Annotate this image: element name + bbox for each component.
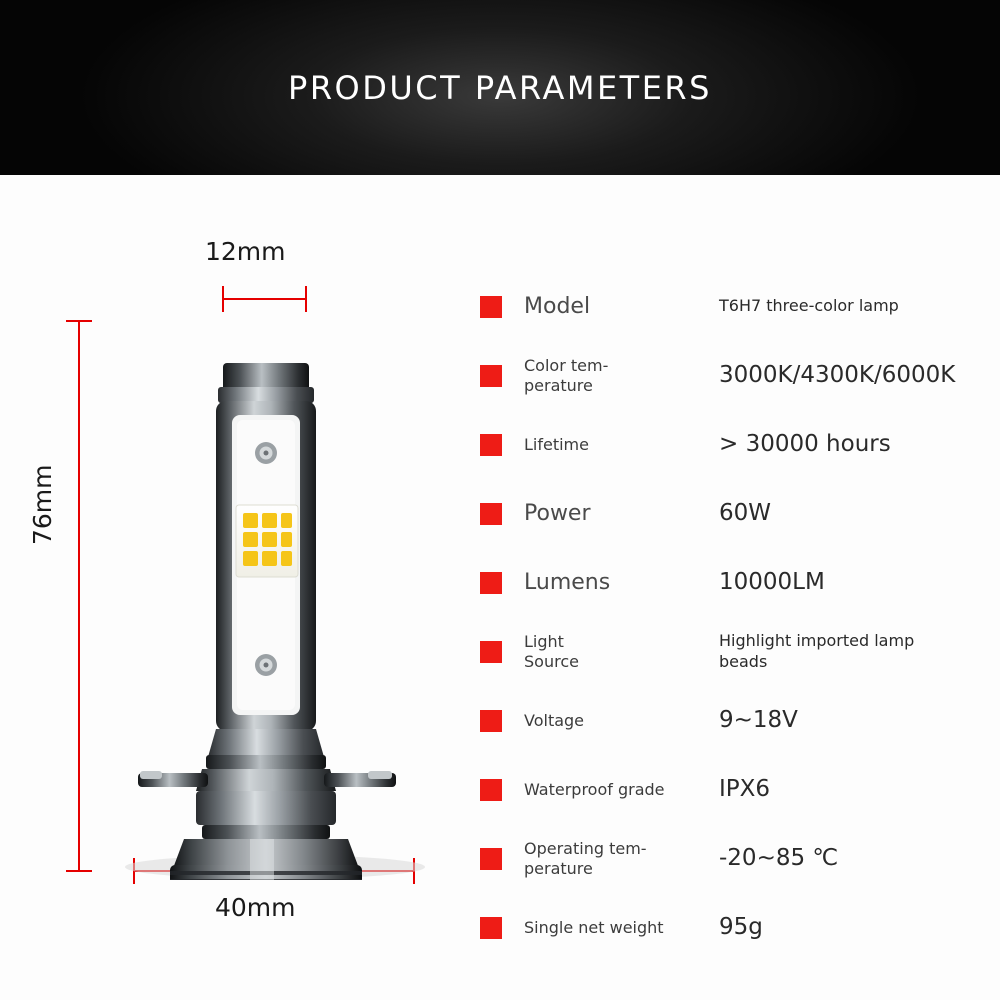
table-row: [480, 617, 990, 686]
spec-label: Power: [524, 500, 591, 526]
spec-label: Operating tem- perature: [524, 838, 647, 878]
spec-value: 10000LM: [719, 568, 825, 595]
spec-label: Light Source: [524, 631, 579, 671]
spec-value: 3000K/4300K/6000K: [719, 361, 956, 388]
dimension-base-width-label: 40mm: [215, 893, 296, 922]
spec-label: Color tem- perature: [524, 355, 609, 395]
table-row: [480, 341, 990, 410]
table-row: [480, 686, 990, 755]
table-row: [480, 755, 990, 824]
spec-value: 95g: [719, 913, 763, 940]
page-title: PRODUCT PARAMETERS: [288, 68, 712, 107]
spec-label: Model: [524, 293, 591, 319]
spec-label: Single net weight: [524, 917, 664, 937]
specifications-table: [480, 272, 990, 962]
spec-value: T6H7 three-color lamp: [719, 296, 899, 316]
bullet-square-icon: [480, 641, 502, 663]
dimension-height-label: 76mm: [28, 464, 57, 545]
spec-label: Lifetime: [524, 434, 589, 454]
spec-label: Voltage: [524, 710, 585, 730]
dimension-width-line: [222, 298, 307, 300]
spec-value: -20~85 ℃: [719, 844, 839, 871]
bullet-square-icon: [480, 365, 502, 387]
spec-value: 9~18V: [719, 706, 798, 733]
bullet-square-icon: [480, 917, 502, 939]
table-row: [480, 479, 990, 548]
table-row: [480, 893, 990, 962]
table-row: [480, 548, 990, 617]
dimension-width-label: 12mm: [205, 237, 286, 266]
spec-value: > 30000 hours: [719, 430, 891, 457]
bullet-square-icon: [480, 710, 502, 732]
dimension-height-line: [78, 320, 80, 872]
table-row: [480, 824, 990, 893]
bullet-square-icon: [480, 434, 502, 456]
bullet-square-icon: [480, 848, 502, 870]
bullet-square-icon: [480, 779, 502, 801]
dimension-height-tick-bottom: [66, 870, 92, 872]
table-row: [480, 410, 990, 479]
led-bulb-illustration: [110, 305, 440, 880]
bullet-square-icon: [480, 296, 502, 318]
bullet-square-icon: [480, 503, 502, 525]
spec-value: 60W: [719, 499, 772, 526]
spec-value: Highlight imported lamp beads: [719, 630, 915, 671]
spec-label: Lumens: [524, 569, 611, 595]
header-banner: [0, 0, 1000, 175]
product-diagram: [0, 175, 470, 1000]
table-row: [480, 272, 990, 341]
spec-value: IPX6: [719, 775, 771, 802]
dimension-height-tick-top: [66, 320, 92, 322]
bullet-square-icon: [480, 572, 502, 594]
spec-label: Waterproof grade: [524, 779, 665, 799]
